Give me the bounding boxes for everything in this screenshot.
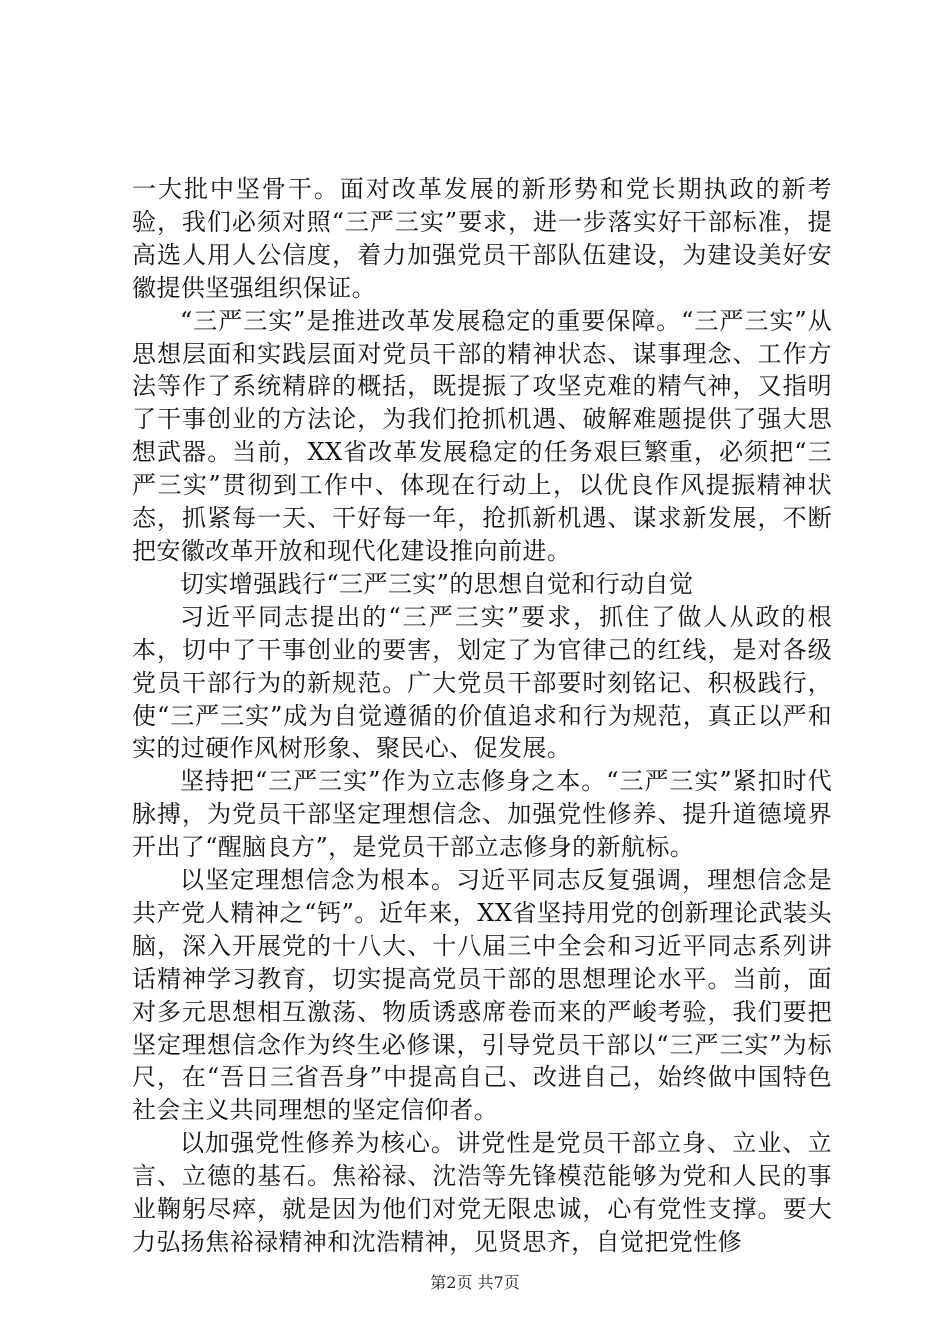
paragraph-4: 习近平同志提出的“三严三实”要求，抓住了做人从政的根本，切中了干事创业的要害，划定了为官律己的红线，是对各级党员干部行为的新规范。广大党员干部要时刻铭记、积极践行，使“三严三实”成为自觉遵循的价值追求和行为规范，真正以严和实的过硬作风树形象、聚民心、促发展。 [132, 602, 832, 763]
paragraph-2: “三严三实”是推进改革发展稳定的重要保障。“三严三实”从思想层面和实践层面对党员干部的精神状态、谋事理念、工作方法等作了系统精辟的概括，既提振了攻坚克难的精气神，又指明了干事创业的方法论，为我们抢抓机遇、破解难题提供了强大思想武器。当前，XX省改革发展稳定的任务艰巨繁重，必须把“三严三实”贯彻到工作中、体现在行动上，以优良作风提振精神状态，抓紧每一天、干好每一年，抢抓新机遇、谋求新发展，不断把安徽改革开放和现代化建设推向前进。 [132, 306, 832, 565]
document-body [132, 173, 832, 1259]
paragraph-6: 以坚定理想信念为根本。习近平同志反复强调，理想信念是共产党人精神之“钙”。近年来，XX省坚持用党的创新理论武装头脑，深入开展党的十八大、十八届三中全会和习近平同志系列讲话精神学习教育，切实提高党员干部的思想理论水平。当前，面对多元思想相互激荡、物质诱惑席卷而来的严峻考验，我们要把坚定理想信念作为终生必修课，引导党员干部以“三严三实”为标尺，在“吾日三省吾身”中提高自己、改进自己，始终做中国特色社会主义共同理想的坚定信仰者。 [132, 866, 832, 1125]
paragraph-1: 一大批中坚骨干。面对改革发展的新形势和党长期执政的新考验，我们必须对照“三严三实”要求，进一步落实好干部标准，提高选人用人公信度，着力加强党员干部队伍建设，为建设美好安徽提供坚强组织保证。 [132, 175, 832, 302]
page-number-footer: 第2页 共7页 [430, 1273, 520, 1292]
paragraph-5: 坚持把“三严三实”作为立志修身之本。“三严三实”紧扣时代脉搏，为党员干部坚定理想信念、加强党性修养、提升道德境界开出了“醒脑良方”，是党员干部立志修身的新航标。 [132, 767, 832, 862]
paragraph-7: 以加强党性修养为核心。讲党性是党员干部立身、立业、立言、立德的基石。焦裕禄、沈浩等先锋模范能够为党和人民的事业鞠躬尽瘁，就是因为他们对党无限忠诚，心有党性支撑。要大力弘扬焦裕禄精神和沈浩精神，见贤思齐，自觉把党性修 [132, 1129, 832, 1256]
section-heading: 切实增强践行“三严三实”的思想自觉和行动自觉 [180, 569, 694, 598]
